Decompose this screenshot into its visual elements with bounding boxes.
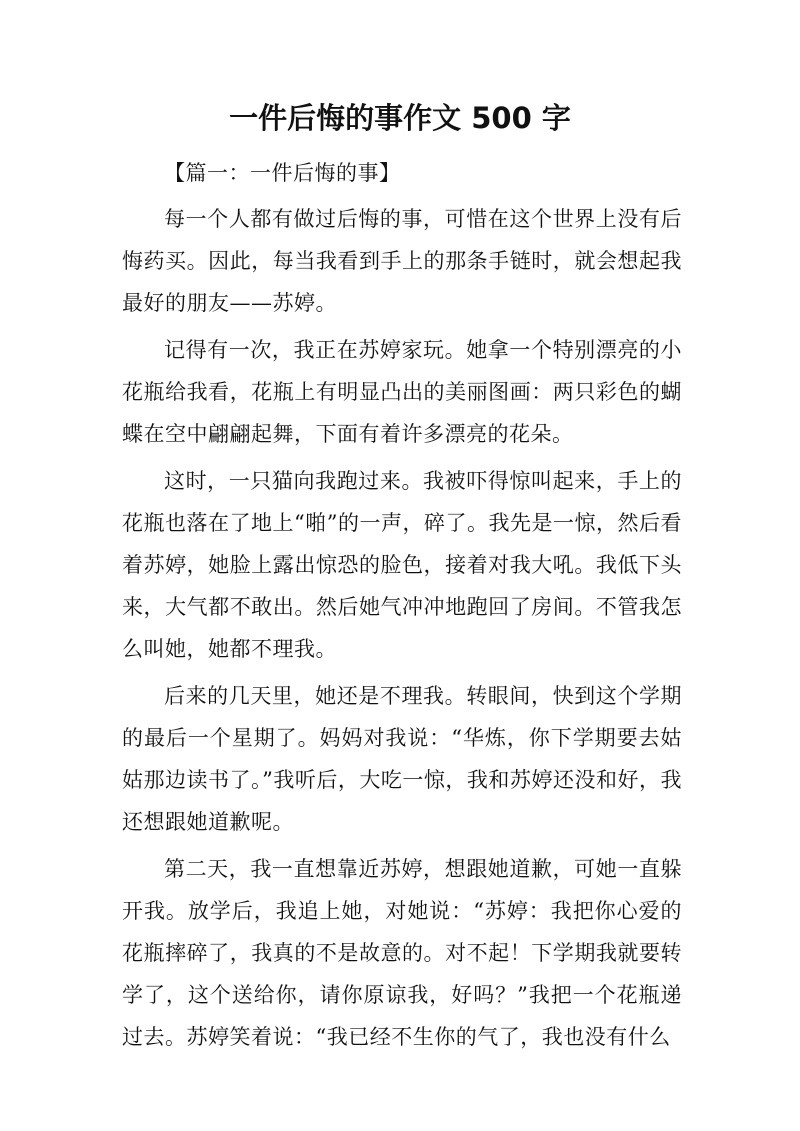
document-body (122, 152, 682, 1063)
paragraph-2: 记得有一次，我正在苏婷家玩。她拿一个特别漂亮的小花瓶给我看，花瓶上有明显凸出的美丽图画：两只彩色的蝴蝶在空中翩翩起舞，下面有着许多漂亮的花朵。 (122, 338, 682, 446)
paragraph-5: 第二天，我一直想靠近苏婷，想跟她道歉，可她一直躲开我。放学后，我追上她，对她说：“苏婷：我把你心爱的花瓶摔碎了，我真的不是故意的。对不起！下学期我就要转学了，这个送给你，请你原谅我，好吗？”我把一个花瓶递过去。苏婷笑着说：“我已经不生你的气了，我也没有什么 (122, 857, 682, 1049)
document-title: 一件后悔的事作文 500 字 (229, 101, 571, 135)
paragraph-4: 后来的几天里，她还是不理我。转眼间，快到这个学期的最后一个星期了。妈妈对我说：“华炼，你下学期要去姑姑那边读书了。”我听后，大吃一惊，我和苏婷还没和好，我还想跟她道歉呢。 (122, 684, 682, 834)
paragraph-3: 这时，一只猫向我跑过来。我被吓得惊叫起来，手上的花瓶也落在了地上“啪”的一声，碎了。我先是一惊，然后看着苏婷，她脸上露出惊恐的脸色，接着对我大吼。我低下头来，大气都不敢出。然后她气冲冲地跑回了房间。不管我怎么叫她，她都不理我。 (122, 469, 682, 661)
paragraph-1: 每一个人都有做过后悔的事，可惜在这个世界上没有后悔药买。因此，每当我看到手上的那条手链时，就会想起我最好的朋友——苏婷。 (122, 207, 682, 315)
section-heading: 【篇一：一件后悔的事】 (164, 161, 401, 185)
